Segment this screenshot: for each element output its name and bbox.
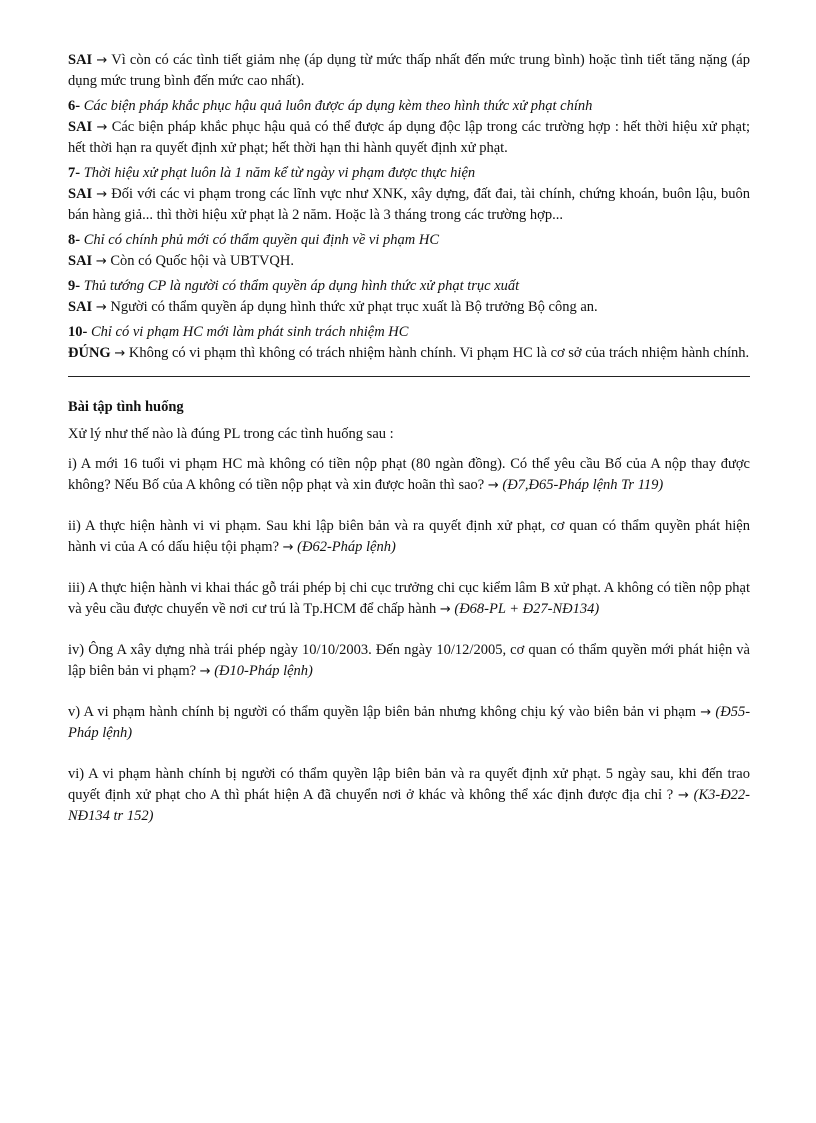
statement-6 (68, 96, 750, 159)
arrow-icon: → (96, 187, 108, 202)
statement-answer (68, 297, 750, 318)
statement-number: 9- (68, 278, 81, 294)
statement-answer (68, 343, 750, 364)
case-reference: (Đ7,Đ65-Pháp lệnh Tr 119) (502, 477, 664, 493)
verdict-label: SAI (68, 186, 93, 202)
case-reference: (Đ62-Pháp lệnh) (297, 539, 396, 555)
exercise-title: Bài tập tình huống (68, 399, 184, 415)
answer-5 (68, 50, 750, 92)
statement-9 (68, 276, 750, 318)
statement-answer (68, 184, 750, 226)
arrow-icon: → (96, 120, 108, 135)
answer-text: Các biện pháp khắc phục hậu quả có thể được áp dụng độc lập trong các trường hợp : hết thời hiệu xử phạt; hết thời hạn ra quyết định xử phạt; hết thời hạn thi hành quyết định xử phạt. (68, 119, 751, 156)
case-text: ii) A thực hiện hành vi vi phạm. Sau khi lập biên bản và ra quyết định xử phạt, cơ quan có thẩm quyền phát hiện hành vi của A có dấu hiệu tội phạm? (68, 518, 750, 555)
answer-text: Đối với các vi phạm trong các lĩnh vực như XNK, xây dựng, đất đai, tài chính, chứng khoán, buôn lậu, buôn bán hàng giả... thì thời hiệu xử phạt là 2 năm. Hoặc là 3 tháng trong các trường hợp... (68, 186, 751, 223)
case-text: vi) A vi phạm hành chính bị người có thẩm quyền lập biên bản và ra quyết định xử phạt. 5 ngày sau, khi đến trao quyết định xử phạt cho A thì phát hiện A đã chuyển nơi ở khác và không thể xác định được địa chỉ ? (68, 766, 750, 803)
exercise-intro: Xử lý như thế nào là đúng PL trong các tình huống sau : (68, 426, 394, 442)
verdict-label: SAI (68, 299, 93, 315)
arrow-icon: → (677, 788, 689, 803)
arrow-icon: → (199, 664, 211, 679)
case-text: iv) Ông A xây dựng nhà trái phép ngày 10/10/2003. Đến ngày 10/12/2005, cơ quan có thẩm quyền mới phát hiện và lập biên bản vi phạm? (68, 642, 750, 679)
answer-text: Người có thẩm quyền áp dụng hình thức xử phạt trục xuất là Bộ trưởng Bộ công an. (110, 299, 598, 315)
section-divider (68, 376, 750, 377)
arrow-icon: → (282, 540, 294, 555)
arrow-icon: → (700, 705, 712, 720)
statement-question (68, 163, 750, 184)
statement-text: Thủ tướng CP là người có thẩm quyền áp dụng hình thức xử phạt trục xuất (83, 278, 520, 294)
case-item (68, 516, 750, 558)
answer-text: Vì còn có các tình tiết giảm nhẹ (áp dụng từ mức thấp nhất đến mức trung bình) hoặc tình tiết tăng nặng (áp dụng mức trung bình đến mức cao nhất). (68, 52, 750, 89)
statement-question (68, 96, 750, 117)
statement-number: 10- (68, 324, 88, 340)
verdict-label: SAI (68, 253, 93, 269)
answer-text: Không có vi phạm thì không có trách nhiệm hành chính. Vi phạm HC là cơ sở của trách nhiệm hành chính. (128, 345, 750, 361)
arrow-icon: → (96, 53, 108, 68)
case-reference: (Đ10-Pháp lệnh) (214, 663, 313, 679)
statement-text: Chỉ có vi phạm HC mới làm phát sinh trách nhiệm HC (90, 324, 409, 340)
statement-7 (68, 163, 750, 226)
statement-number: 7- (68, 165, 81, 181)
case-reference: (K3-Đ22-NĐ134 tr 152) (68, 787, 751, 824)
statement-question (68, 276, 750, 297)
arrow-icon: → (439, 602, 451, 617)
case-reference: (Đ68-PL + Đ27-NĐ134) (454, 601, 600, 617)
statement-number: 6- (68, 98, 81, 114)
answer-text: Còn có Quốc hội và UBTVQH. (110, 253, 294, 269)
verdict-label: ĐÚNG (68, 345, 111, 361)
statement-text: Thời hiệu xử phạt luôn là 1 năm kể từ ngày vi phạm được thực hiện (83, 165, 476, 181)
case-text: i) A mới 16 tuổi vi phạm HC mà không có tiền nộp phạt (80 ngàn đồng). Có thể yêu cầu Bố của A nộp thay được không? Nếu Bố của A không có tiền nộp phạt và xin được hoãn thì sao? (68, 456, 750, 493)
case-item (68, 640, 750, 682)
case-text: iii) A thực hiện hành vi khai thác gỗ trái phép bị chi cục trưởng chi cục kiểm lâm B xử phạt. A không có tiền nộp phạt và yêu cầu được chuyển về nơi cư trú là Tp.HCM để chấp hành (68, 580, 750, 617)
statement-10 (68, 322, 750, 364)
arrow-icon: → (95, 254, 107, 269)
verdict-label: SAI (68, 119, 93, 135)
statement-text: Chỉ có chính phủ mới có thẩm quyền qui định về vi phạm HC (83, 232, 439, 248)
statement-8 (68, 230, 750, 272)
case-item (68, 702, 750, 744)
statement-answer (68, 117, 750, 159)
statement-answer (68, 251, 750, 272)
arrow-icon: → (95, 300, 107, 315)
statement-question (68, 230, 750, 251)
statement-question (68, 322, 750, 343)
case-item (68, 578, 750, 620)
statement-text: Các biện pháp khắc phục hậu quả luôn được áp dụng kèm theo hình thức xử phạt chính (83, 98, 593, 114)
arrow-icon: → (114, 346, 126, 361)
case-item (68, 764, 750, 827)
verdict-label: SAI (68, 52, 93, 68)
case-text: v) A vi phạm hành chính bị người có thẩm quyền lập biên bản nhưng không chịu ký vào biên bản vi phạm (68, 704, 696, 720)
case-reference: (Đ55-Pháp lệnh) (68, 704, 751, 741)
statement-number: 8- (68, 232, 81, 248)
case-item (68, 454, 750, 496)
arrow-icon: → (487, 478, 499, 493)
